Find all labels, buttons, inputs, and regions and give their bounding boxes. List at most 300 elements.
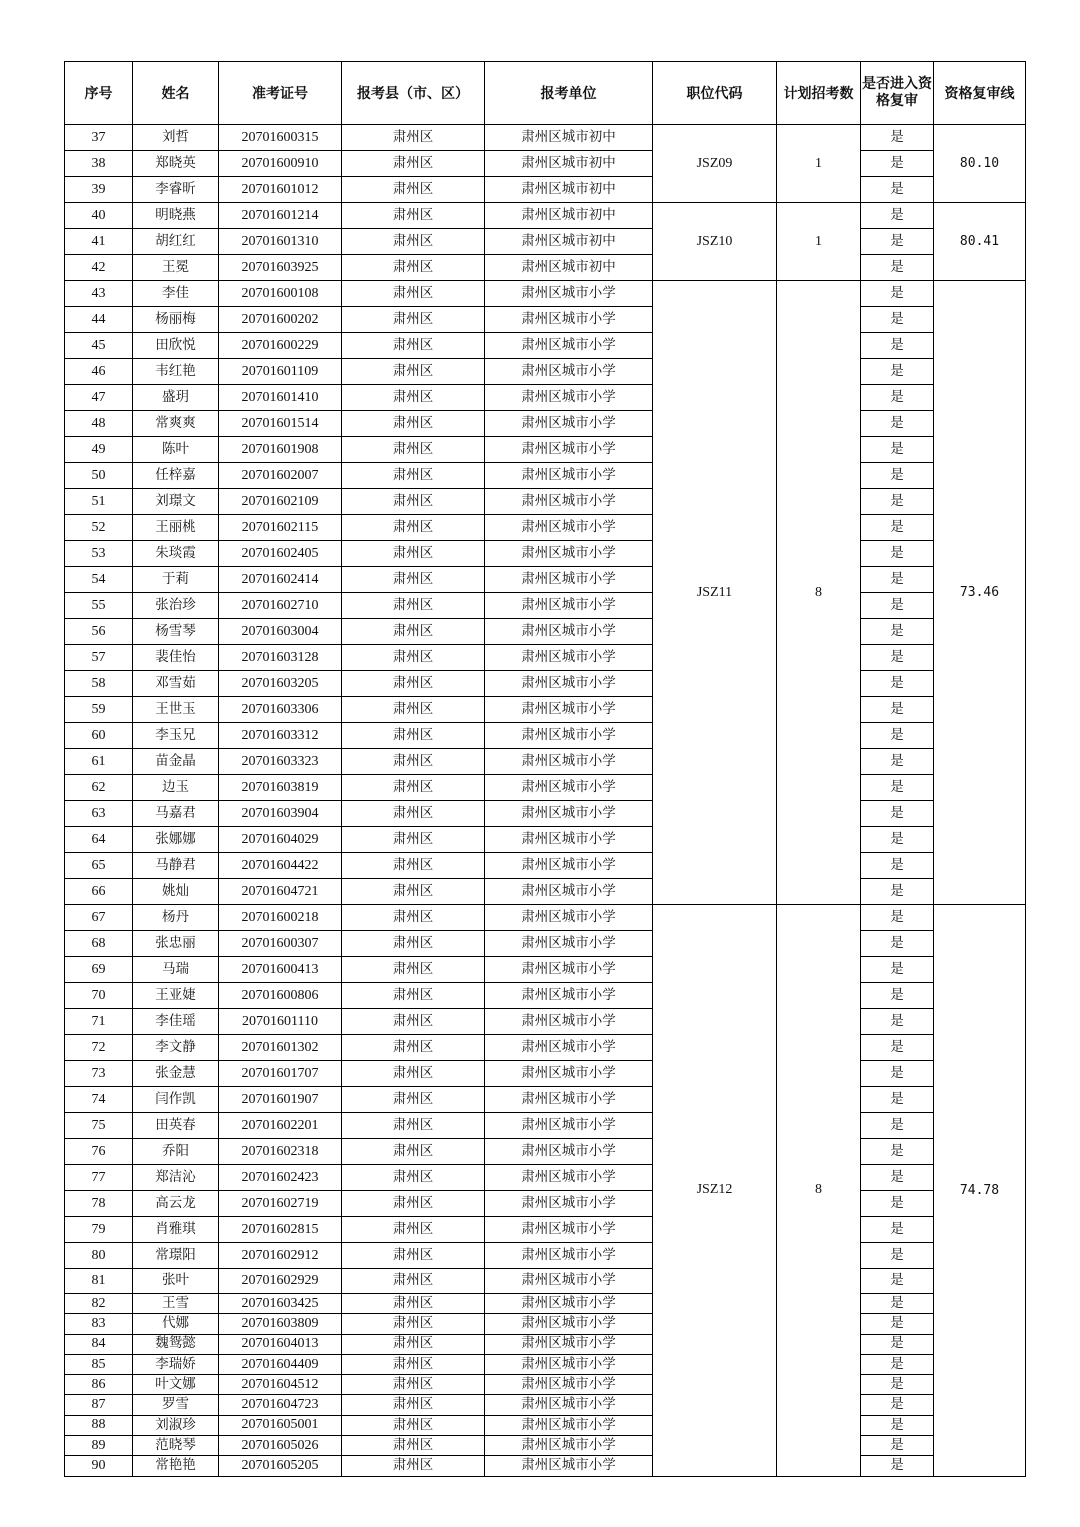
row-ticket-number: 20701601310 bbox=[219, 229, 342, 255]
row-review-status: 是 bbox=[861, 827, 934, 853]
row-ticket-number: 20701601908 bbox=[219, 437, 342, 463]
row-review-status: 是 bbox=[861, 1113, 934, 1139]
row-county: 肃州区 bbox=[342, 1334, 485, 1354]
row-name: 杨丹 bbox=[133, 905, 219, 931]
table-row bbox=[65, 1395, 1026, 1415]
table-row bbox=[65, 1415, 1026, 1435]
table-row bbox=[65, 125, 1026, 151]
row-seq: 52 bbox=[65, 515, 133, 541]
row-name: 裴佳怡 bbox=[133, 645, 219, 671]
row-ticket-number: 20701603323 bbox=[219, 749, 342, 775]
row-name: 杨雪琴 bbox=[133, 619, 219, 645]
table-row bbox=[65, 853, 1026, 879]
row-seq: 73 bbox=[65, 1061, 133, 1087]
row-ticket-number: 20701605205 bbox=[219, 1456, 342, 1476]
row-ticket-number: 20701604723 bbox=[219, 1395, 342, 1415]
row-ticket-number: 20701605026 bbox=[219, 1436, 342, 1456]
row-ticket-number: 20701602414 bbox=[219, 567, 342, 593]
row-county: 肃州区 bbox=[342, 1436, 485, 1456]
row-ticket-number: 20701602115 bbox=[219, 515, 342, 541]
table-row bbox=[65, 203, 1026, 229]
row-unit: 肃州区城市小学 bbox=[485, 1217, 653, 1243]
row-seq: 43 bbox=[65, 281, 133, 307]
row-unit: 肃州区城市小学 bbox=[485, 1243, 653, 1269]
row-name: 张叶 bbox=[133, 1269, 219, 1294]
row-unit: 肃州区城市小学 bbox=[485, 567, 653, 593]
row-unit: 肃州区城市小学 bbox=[485, 1191, 653, 1217]
row-seq: 76 bbox=[65, 1139, 133, 1165]
row-ticket-number: 20701600307 bbox=[219, 931, 342, 957]
row-ticket-number: 20701600218 bbox=[219, 905, 342, 931]
row-ticket-number: 20701603004 bbox=[219, 619, 342, 645]
row-county: 肃州区 bbox=[342, 281, 485, 307]
table-row bbox=[65, 1243, 1026, 1269]
row-ticket-number: 20701600413 bbox=[219, 957, 342, 983]
row-unit: 肃州区城市小学 bbox=[485, 671, 653, 697]
row-county: 肃州区 bbox=[342, 333, 485, 359]
table-body bbox=[65, 125, 1026, 1477]
row-seq: 66 bbox=[65, 879, 133, 905]
row-seq: 50 bbox=[65, 463, 133, 489]
row-name: 王亚婕 bbox=[133, 983, 219, 1009]
row-name: 张娜娜 bbox=[133, 827, 219, 853]
row-ticket-number: 20701603128 bbox=[219, 645, 342, 671]
row-review-status: 是 bbox=[861, 1334, 934, 1354]
row-unit: 肃州区城市小学 bbox=[485, 359, 653, 385]
table-row bbox=[65, 1334, 1026, 1354]
row-unit: 肃州区城市小学 bbox=[485, 1294, 653, 1314]
row-county: 肃州区 bbox=[342, 541, 485, 567]
row-ticket-number: 20701603205 bbox=[219, 671, 342, 697]
header-county: 报考县（市、区） bbox=[342, 62, 485, 125]
row-seq: 39 bbox=[65, 177, 133, 203]
row-seq: 78 bbox=[65, 1191, 133, 1217]
row-unit: 肃州区城市小学 bbox=[485, 827, 653, 853]
row-unit: 肃州区城市初中 bbox=[485, 125, 653, 151]
row-unit: 肃州区城市初中 bbox=[485, 177, 653, 203]
table-row bbox=[65, 1314, 1026, 1334]
row-name: 张治珍 bbox=[133, 593, 219, 619]
row-ticket-number: 20701603819 bbox=[219, 775, 342, 801]
table-row bbox=[65, 697, 1026, 723]
row-ticket-number: 20701604422 bbox=[219, 853, 342, 879]
row-unit: 肃州区城市小学 bbox=[485, 905, 653, 931]
row-review-status: 是 bbox=[861, 645, 934, 671]
header-ticket: 准考证号 bbox=[219, 62, 342, 125]
row-unit: 肃州区城市小学 bbox=[485, 697, 653, 723]
row-county: 肃州区 bbox=[342, 1269, 485, 1294]
group-plan-count: 8 bbox=[777, 905, 861, 1477]
row-ticket-number: 20701602929 bbox=[219, 1269, 342, 1294]
table-row bbox=[65, 1165, 1026, 1191]
row-review-status: 是 bbox=[861, 177, 934, 203]
row-name: 闫作凯 bbox=[133, 1087, 219, 1113]
row-seq: 79 bbox=[65, 1217, 133, 1243]
row-name: 刘璟文 bbox=[133, 489, 219, 515]
row-unit: 肃州区城市小学 bbox=[485, 1113, 653, 1139]
row-ticket-number: 20701602710 bbox=[219, 593, 342, 619]
table-row bbox=[65, 541, 1026, 567]
table-row bbox=[65, 827, 1026, 853]
row-seq: 56 bbox=[65, 619, 133, 645]
row-unit: 肃州区城市小学 bbox=[485, 1087, 653, 1113]
row-seq: 44 bbox=[65, 307, 133, 333]
row-county: 肃州区 bbox=[342, 1243, 485, 1269]
row-name: 盛玥 bbox=[133, 385, 219, 411]
row-county: 肃州区 bbox=[342, 1009, 485, 1035]
row-review-status: 是 bbox=[861, 1294, 934, 1314]
row-county: 肃州区 bbox=[342, 1191, 485, 1217]
group-plan-count: 1 bbox=[777, 203, 861, 281]
row-unit: 肃州区城市小学 bbox=[485, 515, 653, 541]
row-seq: 45 bbox=[65, 333, 133, 359]
table-row bbox=[65, 593, 1026, 619]
row-unit: 肃州区城市小学 bbox=[485, 619, 653, 645]
row-ticket-number: 20701600108 bbox=[219, 281, 342, 307]
row-name: 王世玉 bbox=[133, 697, 219, 723]
table-row bbox=[65, 567, 1026, 593]
header-seq: 序号 bbox=[65, 62, 133, 125]
table-row bbox=[65, 229, 1026, 255]
row-seq: 86 bbox=[65, 1375, 133, 1395]
row-county: 肃州区 bbox=[342, 931, 485, 957]
row-name: 胡红红 bbox=[133, 229, 219, 255]
group-plan-count: 1 bbox=[777, 125, 861, 203]
row-county: 肃州区 bbox=[342, 723, 485, 749]
row-review-status: 是 bbox=[861, 1009, 934, 1035]
row-name: 罗雪 bbox=[133, 1395, 219, 1415]
row-review-status: 是 bbox=[861, 1314, 934, 1334]
table-row bbox=[65, 983, 1026, 1009]
row-name: 乔阳 bbox=[133, 1139, 219, 1165]
row-ticket-number: 20701604721 bbox=[219, 879, 342, 905]
table-row bbox=[65, 957, 1026, 983]
row-unit: 肃州区城市小学 bbox=[485, 645, 653, 671]
row-unit: 肃州区城市小学 bbox=[485, 489, 653, 515]
row-ticket-number: 20701600910 bbox=[219, 151, 342, 177]
row-county: 肃州区 bbox=[342, 489, 485, 515]
row-unit: 肃州区城市小学 bbox=[485, 1009, 653, 1035]
group-review-line: 80.41 bbox=[934, 203, 1026, 281]
row-name: 张金慧 bbox=[133, 1061, 219, 1087]
row-unit: 肃州区城市小学 bbox=[485, 749, 653, 775]
row-ticket-number: 20701602719 bbox=[219, 1191, 342, 1217]
table-row bbox=[65, 1061, 1026, 1087]
row-county: 肃州区 bbox=[342, 827, 485, 853]
table-row bbox=[65, 1035, 1026, 1061]
row-name: 朱琰霞 bbox=[133, 541, 219, 567]
row-review-status: 是 bbox=[861, 463, 934, 489]
row-seq: 81 bbox=[65, 1269, 133, 1294]
row-seq: 54 bbox=[65, 567, 133, 593]
row-county: 肃州区 bbox=[342, 515, 485, 541]
row-name: 高云龙 bbox=[133, 1191, 219, 1217]
table-row bbox=[65, 1436, 1026, 1456]
row-review-status: 是 bbox=[861, 203, 934, 229]
group-review-line: 74.78 bbox=[934, 905, 1026, 1477]
row-review-status: 是 bbox=[861, 1375, 934, 1395]
row-name: 魏鸳懿 bbox=[133, 1334, 219, 1354]
row-unit: 肃州区城市小学 bbox=[485, 1354, 653, 1374]
row-ticket-number: 20701602423 bbox=[219, 1165, 342, 1191]
row-county: 肃州区 bbox=[342, 749, 485, 775]
row-seq: 61 bbox=[65, 749, 133, 775]
row-unit: 肃州区城市小学 bbox=[485, 307, 653, 333]
row-county: 肃州区 bbox=[342, 151, 485, 177]
row-seq: 38 bbox=[65, 151, 133, 177]
row-unit: 肃州区城市小学 bbox=[485, 281, 653, 307]
row-seq: 46 bbox=[65, 359, 133, 385]
row-county: 肃州区 bbox=[342, 359, 485, 385]
table-row bbox=[65, 879, 1026, 905]
row-seq: 57 bbox=[65, 645, 133, 671]
row-name: 李睿昕 bbox=[133, 177, 219, 203]
row-review-status: 是 bbox=[861, 801, 934, 827]
row-seq: 82 bbox=[65, 1294, 133, 1314]
row-ticket-number: 20701600229 bbox=[219, 333, 342, 359]
row-name: 王冕 bbox=[133, 255, 219, 281]
row-review-status: 是 bbox=[861, 593, 934, 619]
row-review-status: 是 bbox=[861, 1035, 934, 1061]
row-ticket-number: 20701600202 bbox=[219, 307, 342, 333]
table-row bbox=[65, 151, 1026, 177]
row-seq: 77 bbox=[65, 1165, 133, 1191]
row-ticket-number: 20701601012 bbox=[219, 177, 342, 203]
row-seq: 59 bbox=[65, 697, 133, 723]
row-name: 李佳 bbox=[133, 281, 219, 307]
row-county: 肃州区 bbox=[342, 905, 485, 931]
row-name: 杨丽梅 bbox=[133, 307, 219, 333]
row-county: 肃州区 bbox=[342, 853, 485, 879]
row-county: 肃州区 bbox=[342, 437, 485, 463]
row-review-status: 是 bbox=[861, 489, 934, 515]
row-review-status: 是 bbox=[861, 1217, 934, 1243]
row-name: 田欣悦 bbox=[133, 333, 219, 359]
row-name: 李玉兄 bbox=[133, 723, 219, 749]
row-county: 肃州区 bbox=[342, 1217, 485, 1243]
row-ticket-number: 20701601302 bbox=[219, 1035, 342, 1061]
row-unit: 肃州区城市初中 bbox=[485, 229, 653, 255]
row-county: 肃州区 bbox=[342, 1035, 485, 1061]
row-name: 张忠丽 bbox=[133, 931, 219, 957]
group-position-code: JSZ12 bbox=[653, 905, 777, 1477]
row-name: 马静君 bbox=[133, 853, 219, 879]
row-review-status: 是 bbox=[861, 1087, 934, 1113]
row-county: 肃州区 bbox=[342, 697, 485, 723]
table-row bbox=[65, 463, 1026, 489]
table-row bbox=[65, 1456, 1026, 1476]
row-ticket-number: 20701604013 bbox=[219, 1334, 342, 1354]
row-seq: 69 bbox=[65, 957, 133, 983]
table-row bbox=[65, 1191, 1026, 1217]
row-unit: 肃州区城市小学 bbox=[485, 1035, 653, 1061]
row-ticket-number: 20701602912 bbox=[219, 1243, 342, 1269]
table-row bbox=[65, 1294, 1026, 1314]
row-name: 郑洁沁 bbox=[133, 1165, 219, 1191]
row-review-status: 是 bbox=[861, 359, 934, 385]
row-unit: 肃州区城市小学 bbox=[485, 593, 653, 619]
row-county: 肃州区 bbox=[342, 229, 485, 255]
row-seq: 60 bbox=[65, 723, 133, 749]
row-county: 肃州区 bbox=[342, 1061, 485, 1087]
row-name: 姚灿 bbox=[133, 879, 219, 905]
row-ticket-number: 20701603925 bbox=[219, 255, 342, 281]
row-review-status: 是 bbox=[861, 1269, 934, 1294]
row-seq: 68 bbox=[65, 931, 133, 957]
row-county: 肃州区 bbox=[342, 411, 485, 437]
row-seq: 53 bbox=[65, 541, 133, 567]
row-name: 代娜 bbox=[133, 1314, 219, 1334]
row-unit: 肃州区城市小学 bbox=[485, 333, 653, 359]
row-ticket-number: 20701601410 bbox=[219, 385, 342, 411]
row-name: 王丽桃 bbox=[133, 515, 219, 541]
header-review-line: 资格复审线 bbox=[934, 62, 1026, 125]
row-name: 范晓琴 bbox=[133, 1436, 219, 1456]
row-name: 刘淑珍 bbox=[133, 1415, 219, 1435]
row-ticket-number: 20701603425 bbox=[219, 1294, 342, 1314]
row-county: 肃州区 bbox=[342, 125, 485, 151]
row-ticket-number: 20701603312 bbox=[219, 723, 342, 749]
row-unit: 肃州区城市小学 bbox=[485, 1436, 653, 1456]
row-seq: 49 bbox=[65, 437, 133, 463]
row-county: 肃州区 bbox=[342, 1395, 485, 1415]
row-review-status: 是 bbox=[861, 1243, 934, 1269]
row-review-status: 是 bbox=[861, 541, 934, 567]
row-unit: 肃州区城市小学 bbox=[485, 541, 653, 567]
row-name: 马瑞 bbox=[133, 957, 219, 983]
table-row bbox=[65, 905, 1026, 931]
row-unit: 肃州区城市小学 bbox=[485, 853, 653, 879]
table-row bbox=[65, 801, 1026, 827]
row-county: 肃州区 bbox=[342, 645, 485, 671]
row-seq: 83 bbox=[65, 1314, 133, 1334]
row-name: 于莉 bbox=[133, 567, 219, 593]
row-county: 肃州区 bbox=[342, 177, 485, 203]
row-name: 李文静 bbox=[133, 1035, 219, 1061]
table-row bbox=[65, 177, 1026, 203]
row-review-status: 是 bbox=[861, 879, 934, 905]
row-ticket-number: 20701601214 bbox=[219, 203, 342, 229]
group-position-code: JSZ09 bbox=[653, 125, 777, 203]
row-county: 肃州区 bbox=[342, 1087, 485, 1113]
row-name: 常爽爽 bbox=[133, 411, 219, 437]
row-seq: 85 bbox=[65, 1354, 133, 1374]
row-name: 邓雪茹 bbox=[133, 671, 219, 697]
row-seq: 87 bbox=[65, 1395, 133, 1415]
row-seq: 84 bbox=[65, 1334, 133, 1354]
table-row bbox=[65, 281, 1026, 307]
row-seq: 63 bbox=[65, 801, 133, 827]
row-name: 常璟阳 bbox=[133, 1243, 219, 1269]
row-ticket-number: 20701601907 bbox=[219, 1087, 342, 1113]
table-row bbox=[65, 437, 1026, 463]
row-ticket-number: 20701602109 bbox=[219, 489, 342, 515]
row-ticket-number: 20701604029 bbox=[219, 827, 342, 853]
row-county: 肃州区 bbox=[342, 1113, 485, 1139]
row-seq: 62 bbox=[65, 775, 133, 801]
row-ticket-number: 20701602815 bbox=[219, 1217, 342, 1243]
row-unit: 肃州区城市小学 bbox=[485, 1334, 653, 1354]
row-county: 肃州区 bbox=[342, 1314, 485, 1334]
row-review-status: 是 bbox=[861, 125, 934, 151]
row-ticket-number: 20701601707 bbox=[219, 1061, 342, 1087]
row-unit: 肃州区城市小学 bbox=[485, 1269, 653, 1294]
row-ticket-number: 20701602318 bbox=[219, 1139, 342, 1165]
row-name: 常艳艳 bbox=[133, 1456, 219, 1476]
row-ticket-number: 20701605001 bbox=[219, 1415, 342, 1435]
row-review-status: 是 bbox=[861, 983, 934, 1009]
row-seq: 74 bbox=[65, 1087, 133, 1113]
row-seq: 90 bbox=[65, 1456, 133, 1476]
row-review-status: 是 bbox=[861, 749, 934, 775]
row-seq: 89 bbox=[65, 1436, 133, 1456]
table-row bbox=[65, 333, 1026, 359]
row-unit: 肃州区城市小学 bbox=[485, 1375, 653, 1395]
row-unit: 肃州区城市小学 bbox=[485, 1314, 653, 1334]
row-unit: 肃州区城市小学 bbox=[485, 1415, 653, 1435]
row-review-status: 是 bbox=[861, 333, 934, 359]
row-seq: 40 bbox=[65, 203, 133, 229]
row-seq: 41 bbox=[65, 229, 133, 255]
row-county: 肃州区 bbox=[342, 801, 485, 827]
row-seq: 71 bbox=[65, 1009, 133, 1035]
row-name: 叶文娜 bbox=[133, 1375, 219, 1395]
header-name: 姓名 bbox=[133, 62, 219, 125]
table-row bbox=[65, 1113, 1026, 1139]
row-seq: 67 bbox=[65, 905, 133, 931]
row-seq: 88 bbox=[65, 1415, 133, 1435]
row-unit: 肃州区城市小学 bbox=[485, 1456, 653, 1476]
row-unit: 肃州区城市小学 bbox=[485, 775, 653, 801]
row-county: 肃州区 bbox=[342, 775, 485, 801]
row-seq: 37 bbox=[65, 125, 133, 151]
table-row bbox=[65, 255, 1026, 281]
row-county: 肃州区 bbox=[342, 1415, 485, 1435]
row-review-status: 是 bbox=[861, 1436, 934, 1456]
row-county: 肃州区 bbox=[342, 255, 485, 281]
row-county: 肃州区 bbox=[342, 1354, 485, 1374]
table-row bbox=[65, 749, 1026, 775]
row-seq: 70 bbox=[65, 983, 133, 1009]
row-unit: 肃州区城市初中 bbox=[485, 203, 653, 229]
results-table bbox=[64, 61, 1026, 1477]
row-unit: 肃州区城市小学 bbox=[485, 437, 653, 463]
table-row bbox=[65, 1269, 1026, 1294]
row-ticket-number: 20701604512 bbox=[219, 1375, 342, 1395]
row-ticket-number: 20701602405 bbox=[219, 541, 342, 567]
table-row bbox=[65, 1009, 1026, 1035]
table-row bbox=[65, 671, 1026, 697]
row-name: 李佳瑶 bbox=[133, 1009, 219, 1035]
row-review-status: 是 bbox=[861, 229, 934, 255]
row-name: 田英春 bbox=[133, 1113, 219, 1139]
table-row bbox=[65, 931, 1026, 957]
row-county: 肃州区 bbox=[342, 203, 485, 229]
row-review-status: 是 bbox=[861, 723, 934, 749]
table-row bbox=[65, 1217, 1026, 1243]
row-unit: 肃州区城市小学 bbox=[485, 723, 653, 749]
row-name: 边玉 bbox=[133, 775, 219, 801]
header-position-code: 职位代码 bbox=[653, 62, 777, 125]
row-ticket-number: 20701600315 bbox=[219, 125, 342, 151]
header-plan-count: 计划招考数 bbox=[777, 62, 861, 125]
group-review-line: 80.10 bbox=[934, 125, 1026, 203]
row-county: 肃州区 bbox=[342, 385, 485, 411]
row-name: 苗金晶 bbox=[133, 749, 219, 775]
row-ticket-number: 20701601514 bbox=[219, 411, 342, 437]
row-county: 肃州区 bbox=[342, 619, 485, 645]
row-review-status: 是 bbox=[861, 567, 934, 593]
